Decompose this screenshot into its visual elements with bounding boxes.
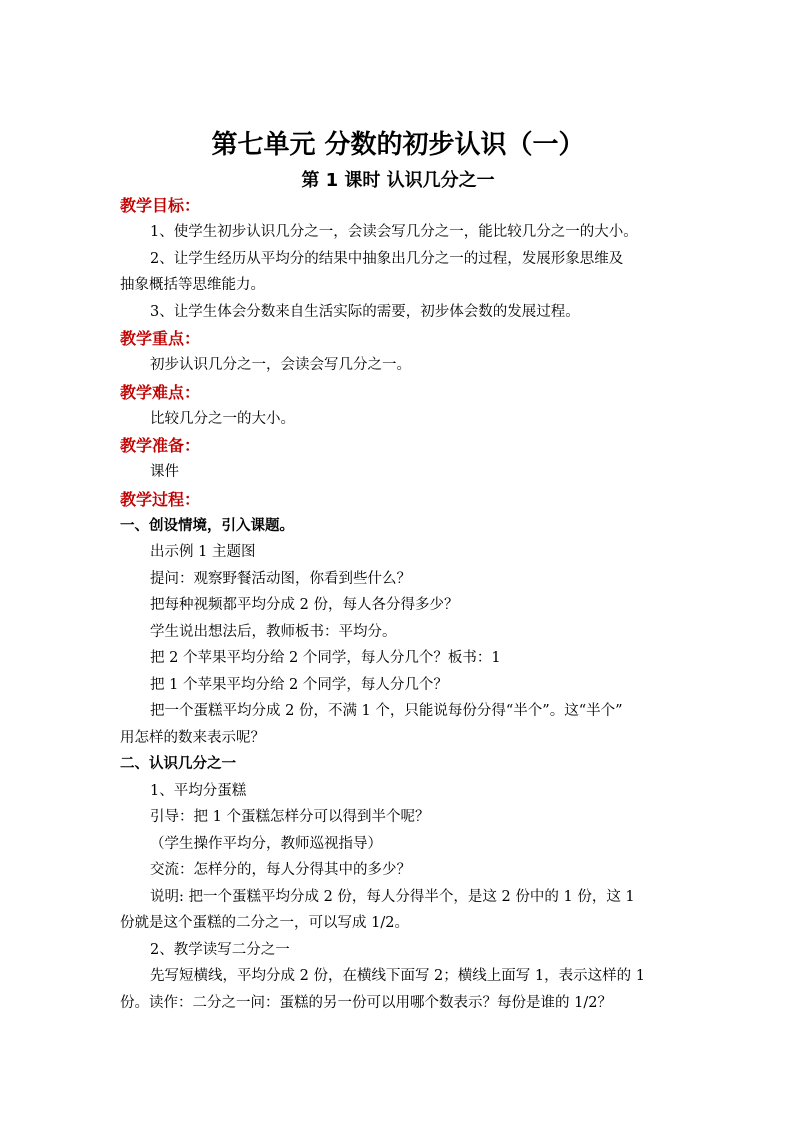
section-1-line: 把 1 个苹果平均分给 2 个同学，每人分几个？ bbox=[150, 676, 448, 693]
section-1-line: 出示例 1 主题图 bbox=[150, 544, 256, 560]
section-2-line: 份就是这个蛋糕的二分之一，可以写成 1/2。 bbox=[120, 915, 409, 931]
section-2-line: 说明: 把一个蛋糕平均分成 2 份，每人分得半个，是这 2 份中的 1 份，这 1 bbox=[150, 888, 635, 905]
section-2-line: （学生操作平均分，教师巡视指导） bbox=[150, 835, 382, 852]
section-2-line: 份。读作：二分之一问：蛋糕的另一份可以用哪个数表示？每份是谁的 1/2？ bbox=[120, 994, 612, 1011]
preparation-text: 课件 bbox=[150, 464, 179, 480]
goals-heading: 教学目标： bbox=[120, 196, 201, 215]
section-1-line: 用怎样的数来表示呢？ bbox=[120, 729, 265, 746]
section-2-line: 1、平均分蛋糕 bbox=[150, 782, 247, 799]
document-title: 第七单元 分数的初步认识（一） bbox=[211, 130, 585, 160]
section-1-line: 提问：观察野餐活动图，你看到些什么？ bbox=[150, 570, 411, 587]
key-points-text: 初步认识几分之一，会读会写几分之一。 bbox=[150, 357, 411, 373]
difficulty-text: 比较几分之一的大小。 bbox=[150, 410, 295, 427]
key-points-heading: 教学重点： bbox=[120, 329, 201, 348]
section-1-line: 把每种视频都平均分成 2 份，每人各分得多少？ bbox=[150, 597, 459, 613]
goal-line: 2、让学生经历从平均分的结果中抽象出几分之一的过程，发展形象思维及 bbox=[150, 250, 624, 267]
difficulty-heading: 教学难点： bbox=[120, 382, 201, 402]
section-2-line: 引导：把 1 个蛋糕怎样分可以得到半个呢？ bbox=[150, 809, 430, 825]
goal-line: 3、让学生体会分数来自生活实际的需要，初步体会数的发展过程。 bbox=[150, 303, 580, 320]
section-1-line: 把一个蛋糕平均分成 2 份，不满 1 个，只能说每份分得“半个”。这“半个” bbox=[150, 703, 623, 719]
goal-line: 抽象概括等思维能力。 bbox=[120, 277, 265, 293]
section-2-title: 二、认识几分之一 bbox=[120, 756, 236, 772]
process-heading: 教学过程： bbox=[120, 489, 201, 509]
section-2-line: 交流：怎样分的，每人分得其中的多少？ bbox=[150, 862, 411, 878]
section-1-title: 一、创设情境，引入课题。 bbox=[120, 517, 294, 534]
section-2-line: 先写短横线，平均分成 2 份，在横线下面写 2；横线上面写 1，表示这样的 1 bbox=[150, 968, 645, 984]
lesson-subtitle: 第 1 课时 认识几分之一 bbox=[301, 170, 495, 191]
section-2-line: 2、教学读写二分之一 bbox=[150, 941, 290, 958]
preparation-heading: 教学准备： bbox=[120, 436, 201, 455]
section-1-line: 学生说出想法后，教师板书：平均分。 bbox=[150, 623, 397, 640]
document-body bbox=[120, 192, 676, 1016]
goal-line: 1、使学生初步认识几分之一，会读会写几分之一，能比较几分之一的大小。 bbox=[150, 224, 638, 240]
section-1-line: 把 2 个苹果平均分给 2 个同学，每人分几个？板书：1 bbox=[150, 650, 501, 666]
